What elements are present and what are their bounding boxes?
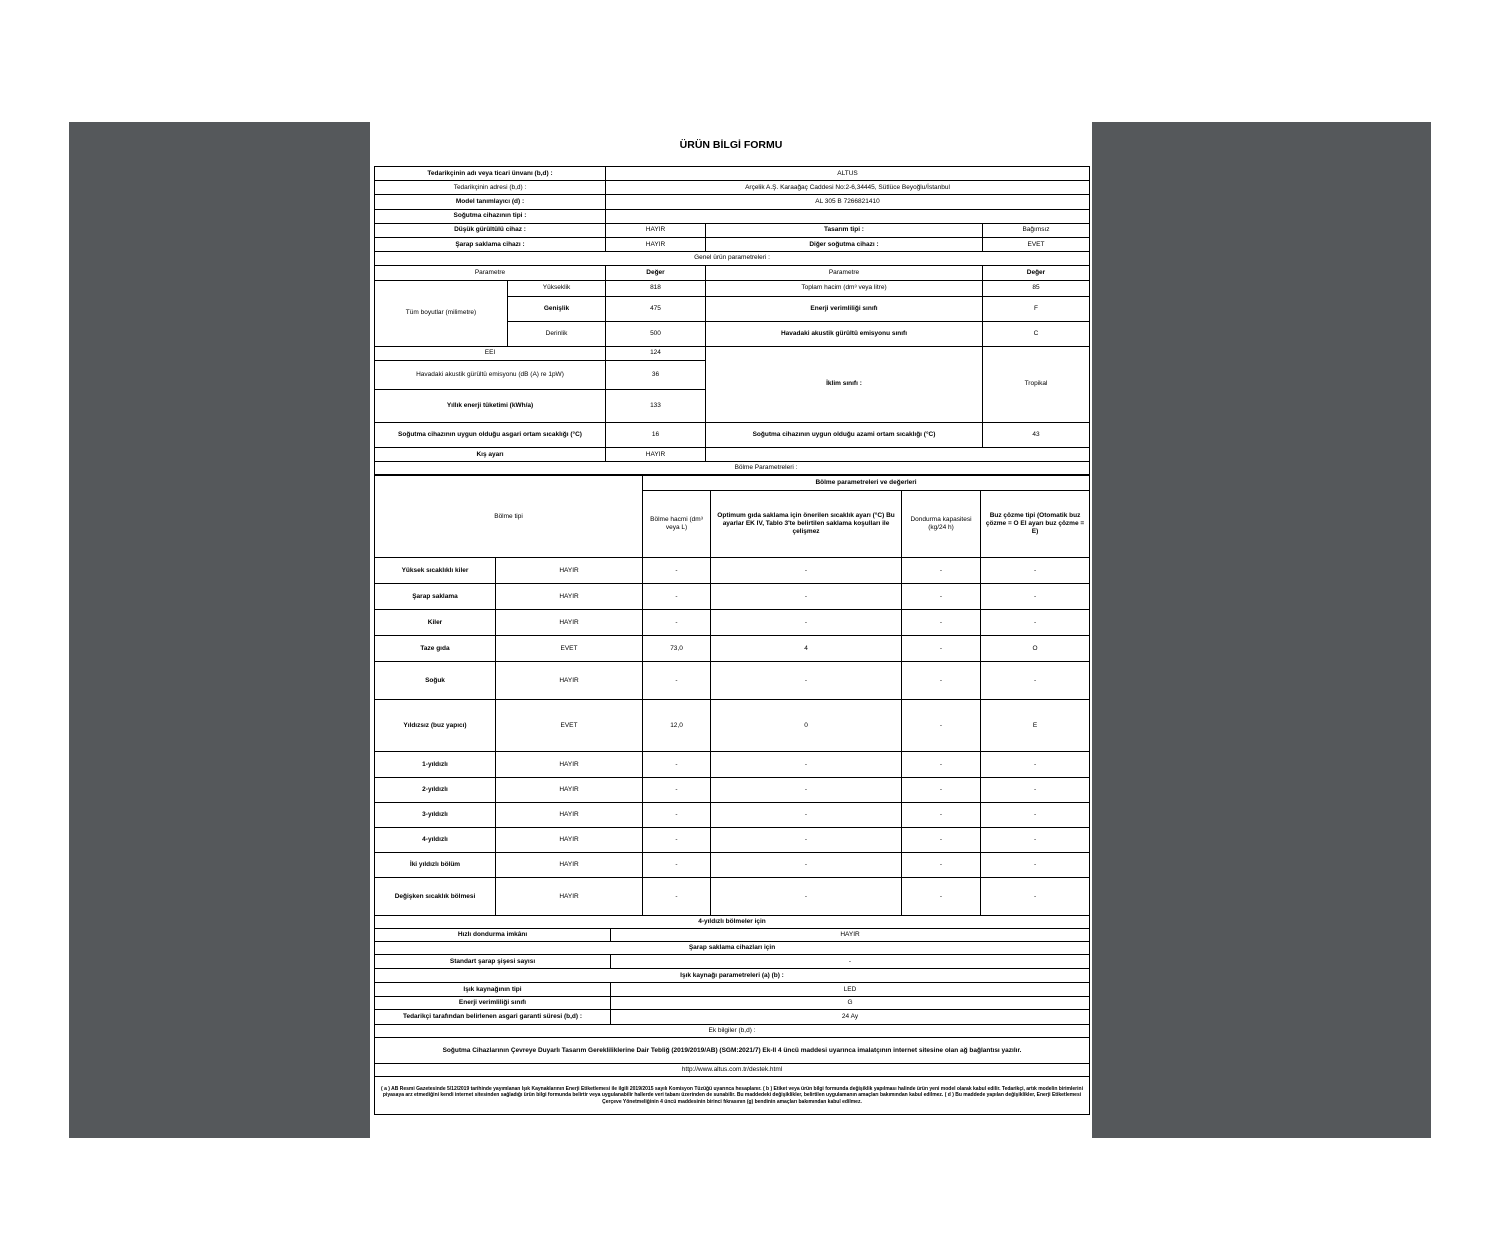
design-type-value: Bağımsız [983,223,1090,237]
value-header: Değer [606,265,706,280]
height-label: Yükseklik [508,280,606,296]
compartment-row [375,878,1090,916]
compartment-type-header: Bölme tipi [375,476,643,558]
compartment-volume: - [643,828,711,853]
temp-header: Optimum gıda saklama için önerilen sıcaklık ayarı (°C) Bu ayarlar EK IV, Tablo 3'te belirtilen saklama koşulları ile çelişmez [711,491,902,558]
compartment-defrost: E [981,700,1090,752]
depth-label: Derinlik [508,322,606,346]
compartment-temp: - [711,828,902,853]
light-class-label: Enerji verimliliği sınıfı [375,997,611,1010]
compartment-rows [375,558,1090,916]
compartment-row [375,662,1090,700]
supplier-address-value: Arçelik A.Ş. Karaağaç Caddesi No:2-6,34445, Sütlüce Beyoğlu/İstanbul [606,181,1090,195]
compartment-row [375,853,1090,878]
value-header-right: Değer [983,265,1090,280]
device-type-label: Soğutma cihazının tipi : [375,209,606,223]
extra-info-label: Ek bilgiler (b,d) : [375,1025,1090,1038]
volume-label: Toplam hacim (dm³ veya litre) [706,280,983,296]
annual-energy-value: 133 [606,390,706,423]
other-device-value: EVET [983,238,1090,252]
wine-device-label: Şarap saklama cihazı : [375,238,606,252]
compartment-defrost: - [981,752,1090,778]
max-temp-value: 43 [983,423,1090,448]
model-value: AL 305 B 7266821410 [606,195,1090,209]
low-noise-value: HAYIR [606,223,706,237]
compartment-name: Taze gıda [375,636,496,662]
compartment-table [374,475,1090,916]
bottom-info-table [374,915,1090,1115]
supplier-address-label: Tedarikçinin adresi (b,d) : [375,181,606,195]
general-section-label: Genel ürün parametreleri : [375,252,1090,265]
compartment-freeze: - [902,752,981,778]
param-header-right: Parametre [706,265,983,280]
compartment-temp: - [711,778,902,803]
compartment-row [375,700,1090,752]
wine-section-label: Şarap saklama cihazları için [375,942,1090,955]
noise-class-value: C [983,322,1090,346]
compartment-defrost: - [981,584,1090,610]
compartment-defrost: - [981,828,1090,853]
compartment-temp: - [711,662,902,700]
compartment-freeze: - [902,828,981,853]
compartment-volume: - [643,558,711,584]
compartment-defrost: - [981,803,1090,828]
compartment-row [375,803,1090,828]
param-header: Parametre [375,265,606,280]
compartment-row [375,778,1090,803]
document-viewer [69,122,1431,1138]
general-info-table [374,166,1090,475]
dimensions-label: Tüm boyutlar (milimetre) [375,280,508,346]
compartment-freeze: - [902,610,981,636]
compartment-present: HAYIR [496,853,643,878]
fast-freeze-value: HAYIR [611,929,1090,942]
warranty-value: 24 Ay [611,1010,1090,1025]
compartment-present: HAYIR [496,662,643,700]
four-star-section-label: 4-yıldızlı bölmeler için [375,916,1090,929]
other-device-label: Diğer soğutma cihazı : [706,238,983,252]
volume-header: Bölme hacmi (dm³ veya L) [643,491,711,558]
noise-label: Havadaki akustik gürültü emisyonu (dB (A) re 1pW) [375,361,606,390]
compartment-freeze: - [902,558,981,584]
compartment-name: 1-yıldızlı [375,752,496,778]
climate-label: İklim sınıfı : [706,346,983,422]
support-url: http://www.altus.com.tr/destek.html [375,1064,1090,1077]
compartment-row [375,636,1090,662]
compartment-present: HAYIR [496,803,643,828]
compartment-defrost: - [981,662,1090,700]
compartment-defrost: - [981,778,1090,803]
compartment-section-label: Bölme Parametreleri : [375,461,1090,474]
compartment-group-header: Bölme parametreleri ve değerleri [643,476,1090,491]
volume-value: 85 [983,280,1090,296]
min-temp-value: 16 [606,423,706,448]
freeze-header: Dondurma kapasitesi (kg/24 h) [902,491,981,558]
noise-value: 36 [606,361,706,390]
compartment-present: HAYIR [496,778,643,803]
compartment-defrost: - [981,878,1090,916]
compartment-freeze: - [902,803,981,828]
compartment-present: HAYIR [496,828,643,853]
compartment-present: HAYIR [496,558,643,584]
document-page [370,122,1092,1138]
compartment-temp: - [711,558,902,584]
wine-bottles-label: Standart şarap şişesi sayısı [375,955,611,969]
compartment-temp: - [711,878,902,916]
compartment-volume: 12,0 [643,700,711,752]
compartment-present: EVET [496,636,643,662]
compartment-volume: - [643,778,711,803]
compartment-freeze: - [902,584,981,610]
height-value: 818 [606,280,706,296]
compartment-freeze: - [902,778,981,803]
noise-class-label: Havadaki akustik gürültü emisyonu sınıfı [706,322,983,346]
compartment-volume: - [643,752,711,778]
footnote-text: ( a ) AB Resmi Gazetesinde 5/12/2019 tarihinde yayımlanan Işık Kaynaklarının Enerji Etiketlemesi ile ilgili 2019/2015 sayılı Komisyon Tüzüğü uyarınca hesaplanır. ( b ) Etiket veya ürün bilgi formunda değişiklik yapılması halinde ürün yeni model olarak kabul edilir. Tedarikçi, artık modelin birimlerini piyasaya arz etmediğini kendi internet sitesinden sağladığı ürün bilgi formunda belirtir veya uygulanabilir hallerde veri tabanı üzerinden de sunabilir. Bu maddedeki değişiklikler, belirtilen uygulamanın amaçları bakımından kabul edilmez. ( d ) Bu maddede yapılan değişiklikler, Enerji Etiketlemesi Çerçeve Yönetmeliğinin 4 üncü maddesinin birinci fıkrasının (g) bendinin amaçları bakımından kabul edilmez. [375,1077,1090,1115]
wine-device-value: HAYIR [606,238,706,252]
annual-energy-label: Yıllık enerji tüketimi (kWh/a) [375,390,606,423]
compartment-volume: 73,0 [643,636,711,662]
compartment-volume: - [643,610,711,636]
winter-label: Kış ayarı [375,448,606,461]
compartment-volume: - [643,662,711,700]
winter-value: HAYIR [606,448,706,461]
compartment-freeze: - [902,878,981,916]
eei-value: 124 [606,346,706,360]
device-type-value [606,209,1090,223]
min-temp-label: Soğutma cihazının uygun olduğu asgari ortam sıcaklığı (°C) [375,423,606,448]
compartment-freeze: - [902,700,981,752]
compartment-volume: - [643,853,711,878]
compartment-row [375,752,1090,778]
supplier-name-value: ALTUS [606,167,1090,181]
energy-class-value: F [983,297,1090,322]
compartment-name: İki yıldızlı bölüm [375,853,496,878]
regulation-text: Soğutma Cihazlarının Çevreye Duyarlı Tasarım Gerekliliklerine Dair Tebliğ (2019/2019/AB) (SGM:2021/7) Ek-II 4 üncü maddesi uyarınca imalatçının internet sitesine olan ağ bağlantısı yazılır. [375,1038,1090,1064]
compartment-present: HAYIR [496,610,643,636]
compartment-freeze: - [902,636,981,662]
climate-value: Tropikal [983,346,1090,422]
compartment-temp: - [711,853,902,878]
compartment-temp: 0 [711,700,902,752]
compartment-volume: - [643,584,711,610]
max-temp-label: Soğutma cihazının uygun olduğu azami ortam sıcaklığı (°C) [706,423,983,448]
low-noise-label: Düşük gürültülü cihaz : [375,223,606,237]
fast-freeze-label: Hızlı dondurma imkânı [375,929,611,942]
compartment-defrost: - [981,610,1090,636]
compartment-temp: - [711,803,902,828]
page-title: ÜRÜN BİLGİ FORMU [679,139,783,151]
warranty-label: Tedarikçi tarafından belirlenen asgari garanti süresi (b,d) : [375,1010,611,1025]
defrost-header: Buz çözme tipi (Otomatik buz çözme = O El ayarı buz çözme = E) [981,491,1090,558]
compartment-present: HAYIR [496,752,643,778]
compartment-defrost: O [981,636,1090,662]
light-type-value: LED [611,983,1090,997]
compartment-name: 3-yıldızlı [375,803,496,828]
compartment-name: Değişken sıcaklık bölmesi [375,878,496,916]
width-value: 475 [606,297,706,322]
compartment-name: 2-yıldızlı [375,778,496,803]
compartment-present: HAYIR [496,584,643,610]
compartment-volume: - [643,803,711,828]
compartment-name: Yüksek sıcaklıklı kiler [375,558,496,584]
model-label: Model tanımlayıcı (d) : [375,195,606,209]
wine-bottles-value: - [611,955,1090,969]
compartment-temp: 4 [711,636,902,662]
compartment-row [375,610,1090,636]
light-section-label: Işık kaynağı parametreleri (a) (b) : [375,969,1090,983]
compartment-name: Yıldızsız (buz yapıcı) [375,700,496,752]
compartment-row [375,828,1090,853]
compartment-name: Şarap saklama [375,584,496,610]
eei-label: EEI [375,346,606,360]
compartment-name: 4-yıldızlı [375,828,496,853]
supplier-name-label: Tedarikçinin adı veya ticari ünvanı (b,d) : [375,167,606,181]
compartment-row [375,558,1090,584]
compartment-defrost: - [981,853,1090,878]
compartment-present: HAYIR [496,878,643,916]
depth-value: 500 [606,322,706,346]
compartment-name: Soğuk [375,662,496,700]
energy-class-label: Enerji verimliliği sınıfı [706,297,983,322]
compartment-temp: - [711,610,902,636]
compartment-freeze: - [902,853,981,878]
design-type-label: Tasarım tipi : [706,223,983,237]
compartment-defrost: - [981,558,1090,584]
compartment-volume: - [643,878,711,916]
winter-empty [706,448,1090,461]
compartment-row [375,584,1090,610]
light-type-label: Işık kaynağının tipi [375,983,611,997]
compartment-freeze: - [902,662,981,700]
width-label: Genişlik [508,297,606,322]
compartment-temp: - [711,752,902,778]
light-class-value: G [611,997,1090,1010]
compartment-temp: - [711,584,902,610]
compartment-present: EVET [496,700,643,752]
compartment-name: Kiler [375,610,496,636]
